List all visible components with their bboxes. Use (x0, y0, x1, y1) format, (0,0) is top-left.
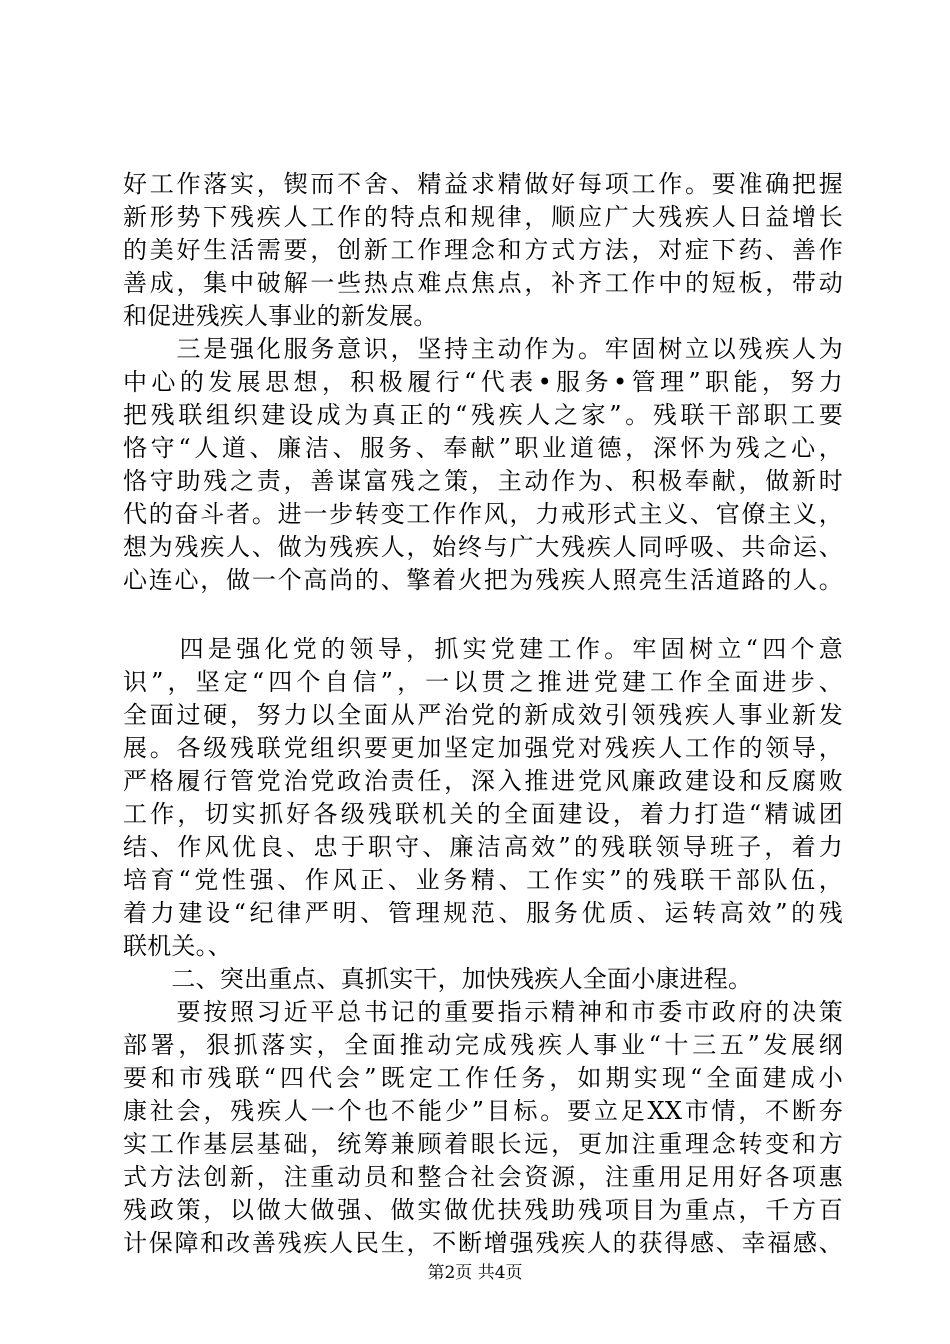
text-line: 式方法创新，注重动员和整合社会资源，注重用足用好各项惠 (123, 1163, 843, 1191)
paragraph (123, 633, 843, 963)
text-line: 计保障和改善残疾人民生，不断增强残疾人的获得感、幸福感、 (123, 1229, 843, 1257)
text-line: 好工作落实，锲而不舍、精益求精做好每项工作。要准确把握 (123, 170, 843, 198)
text-line: 工作，切实抓好各级残联机关的全面建设，着力打造“精诚团 (123, 800, 843, 828)
body-text (123, 168, 843, 1260)
paragraph (123, 996, 843, 1260)
text-line: 要和市残联“四代会”既定工作任务，如期实现“全面建成小 (123, 1064, 843, 1092)
text-line: 中心的发展思想，积极履行“代表•服务•管理”职能，努力 (123, 368, 843, 396)
text-line: 恪守助残之责，善谋富残之策，主动作为、积极奉献，做新时 (123, 467, 843, 495)
text-line: 新形势下残疾人工作的特点和规律，顺应广大残疾人日益增长 (123, 203, 843, 231)
text-line: 善成，集中破解一些热点难点焦点，补齐工作中的短板，带动 (123, 269, 843, 297)
paragraph-gap (123, 597, 843, 633)
paragraph (123, 168, 843, 333)
section-heading (123, 963, 843, 996)
text-line: 要按照习近平总书记的重要指示精神和市委市政府的决策 (123, 998, 843, 1026)
text-line: 严格履行管党治党政治责任，深入推进党风廉政建设和反腐败 (123, 767, 843, 795)
text-line: 代的奋斗者。进一步转变工作作风，力戒形式主义、官僚主义， (123, 500, 843, 528)
text-line: 四是强化党的领导，抓实党建工作。牢固树立“四个意 (123, 635, 843, 663)
text-line: 三是强化服务意识，坚持主动作为。牢固树立以残疾人为 (123, 335, 843, 363)
text-line: 的美好生活需要，创新工作理念和方式方法，对症下药、善作 (123, 236, 843, 264)
paragraph (123, 333, 843, 597)
page-number-label: 第2页 共4页 (427, 1263, 523, 1283)
text-line: 联机关。、 (123, 932, 232, 960)
text-line: 残政策，以做大做强、做实做优扶残助残项目为重点，千方百 (123, 1196, 843, 1224)
page-footer (0, 1262, 950, 1284)
text-line: 全面过硬，努力以全面从严治党的新成效引领残疾人事业新发 (123, 701, 843, 729)
text-line: 和促进残疾人事业的新发展。 (123, 302, 438, 330)
text-line: 展。各级残联党组织要更加坚定加强党对残疾人工作的领导， (123, 734, 843, 762)
text-line: 心连心，做一个高尚的、擎着火把为残疾人照亮生活道路的人。 (123, 566, 843, 594)
text-line: 二、突出重点、真抓实干，加快残疾人全面小康进程。 (123, 965, 753, 993)
text-line: 着力建设“纪律严明、管理规范、服务优质、运转高效”的残 (123, 899, 843, 927)
text-line: 结、作风优良、忠于职守、廉洁高效”的残联领导班子，着力 (123, 833, 843, 861)
text-line: 实工作基层基础，统筹兼顾着眼长远，更加注重理念转变和方 (123, 1130, 843, 1158)
text-line: 识”，坚定“四个自信”，一以贯之推进党建工作全面进步、 (123, 668, 843, 696)
text-line: 恪守“人道、廉洁、服务、奉献”职业道德，深怀为残之心， (123, 434, 843, 462)
text-line: 康社会，残疾人一个也不能少”目标。要立足XX市情，不断夯 (123, 1097, 843, 1125)
text-line: 想为残疾人、做为残疾人，始终与广大残疾人同呼吸、共命运、 (123, 533, 843, 561)
text-line: 部署，狠抓落实，全面推动完成残疾人事业“十三五”发展纲 (123, 1031, 843, 1059)
text-line: 培育“党性强、作风正、业务精、工作实”的残联干部队伍， (123, 866, 843, 894)
text-line: 把残联组织建设成为真正的“残疾人之家”。残联干部职工要 (123, 401, 843, 429)
